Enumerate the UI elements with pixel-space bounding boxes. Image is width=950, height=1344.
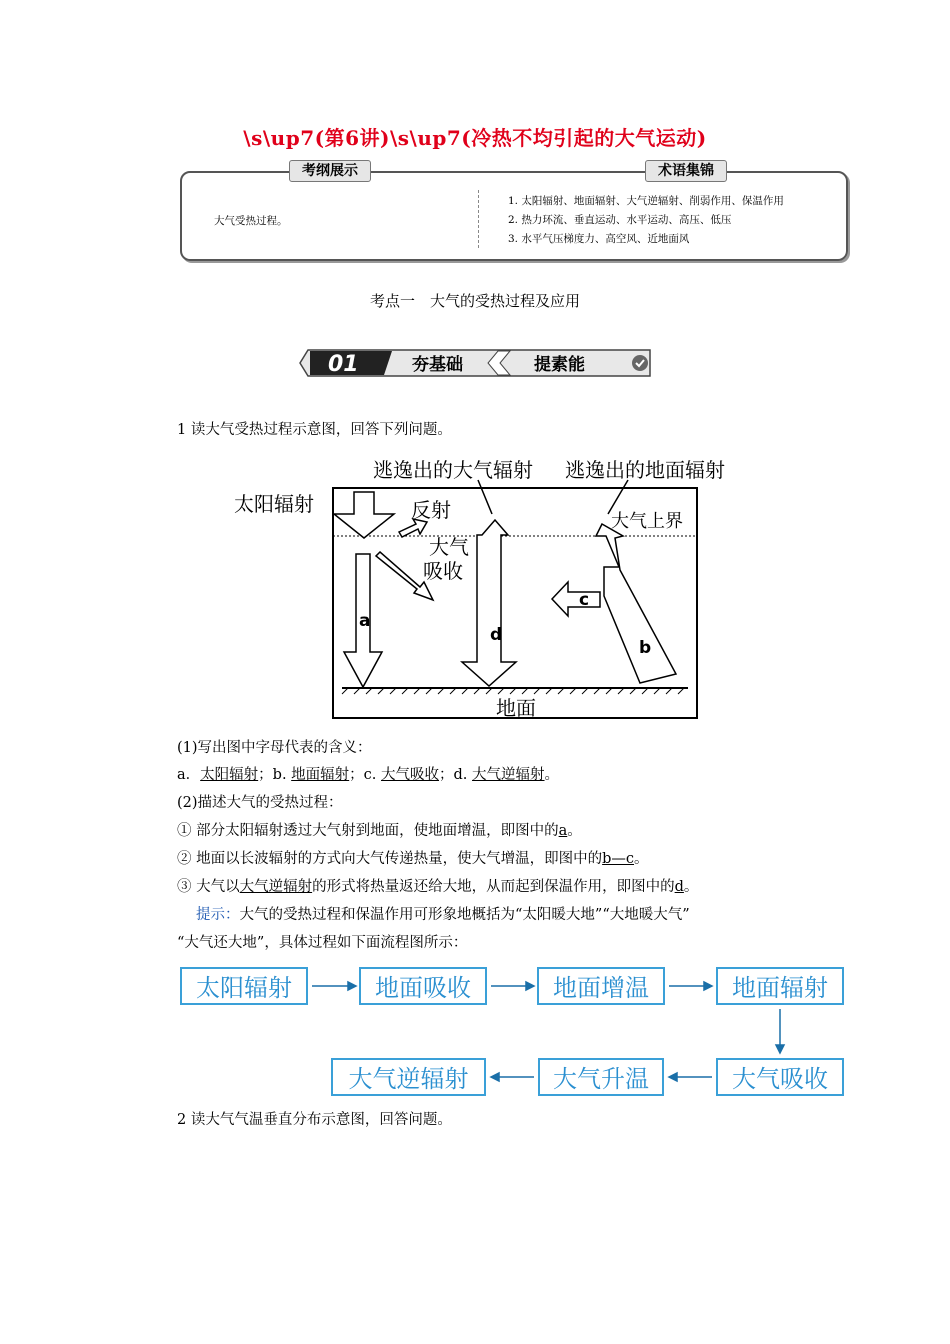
atmosphere-heating-diagram [230, 452, 725, 722]
outline-left-text: 大气受热过程。 [214, 215, 288, 227]
flow-step-5: 大气吸收 [716, 1058, 844, 1096]
q1-hint-line-1: 提示：大气的受热过程和保温作用可形象地概括为“太阳暖大地”“大地暖大气” [196, 907, 690, 923]
answer-d: 大气逆辐射 [472, 767, 545, 783]
q1-hint-line-2: “大气还大地”，具体过程如下面流程图所示： [177, 935, 468, 951]
banner-number: 01 [328, 352, 359, 377]
label-upper: 大气上界 [611, 511, 683, 532]
q2-intro: 2 读大气气温垂直分布示意图，回答问题。 [177, 1112, 452, 1128]
section-heading: 考点一 大气的受热过程及应用 [369, 292, 580, 310]
label-escape-atm: 逃逸出的大气辐射 [373, 458, 533, 482]
label-escape-ground: 逃逸出的地面辐射 [565, 458, 725, 482]
answer-a: 太阳辐射 [200, 767, 259, 783]
q1-step-2: ② 地面以长波辐射的方式向大气传递热量，使大气增温，即图中的b—c。 [177, 851, 649, 867]
flow-step-2: 地面吸收 [359, 967, 487, 1005]
outline-left-tab: 考纲展示 [289, 160, 371, 182]
q1-intro: 1 读大气受热过程示意图，回答下列问题。 [177, 422, 452, 438]
label-ground: 地面 [496, 696, 536, 720]
banner-left-label: 夯基础 [412, 355, 463, 375]
label-d: d [490, 625, 503, 645]
banner-right-label: 提素能 [534, 355, 585, 375]
flow-step-7: 大气逆辐射 [331, 1058, 486, 1096]
outline-divider [478, 190, 479, 248]
flow-step-4: 地面辐射 [716, 967, 844, 1005]
check-icon [632, 355, 648, 371]
label-c: c [579, 590, 590, 610]
section-banner [298, 348, 654, 378]
label-absorb-1: 大气 [429, 535, 469, 559]
chapter-title: \s\up7(第6讲)\s\up7(冷热不均引起的大气运动) [243, 126, 707, 150]
answer-c: 大气吸收 [381, 767, 440, 783]
outline-term-2: 2. 热力环流、垂直运动、水平运动、高压、低压 [508, 214, 732, 226]
answer-b: 地面辐射 [291, 767, 350, 783]
q1-answers-line: a．太阳辐射；b. 地面辐射；c. 大气吸收；d. 大气逆辐射。 [177, 767, 560, 783]
outline-term-1: 1. 太阳辐射、地面辐射、大气逆辐射、削弱作用、保温作用 [508, 195, 784, 207]
outline-term-3: 3. 水平气压梯度力、高空风、近地面风 [508, 233, 690, 245]
q1-sub1: (1)写出图中字母代表的含义： [177, 740, 372, 756]
label-a: a [359, 611, 371, 631]
flow-step-3: 地面增温 [537, 967, 665, 1005]
label-b: b [639, 638, 652, 658]
flow-arrows [0, 950, 950, 1090]
label-solar: 太阳辐射 [234, 492, 314, 516]
q1-step-1: ① 部分太阳辐射透过大气射到地面，使地面增温，即图中的a。 [177, 823, 582, 839]
flow-step-6: 大气升温 [538, 1058, 664, 1096]
label-reflect: 反射 [411, 498, 451, 522]
outline-right-tab: 术语集锦 [645, 160, 727, 182]
q1-step-3: ③ 大气以大气逆辐射的形式将热量返还给大地，从而起到保温作用，即图中的d。 [177, 879, 699, 895]
hint-label: 提示： [196, 907, 240, 923]
label-absorb-2: 吸收 [423, 559, 463, 583]
flow-step-1: 太阳辐射 [180, 967, 308, 1005]
q1-sub2: (2)描述大气的受热过程： [177, 795, 343, 811]
